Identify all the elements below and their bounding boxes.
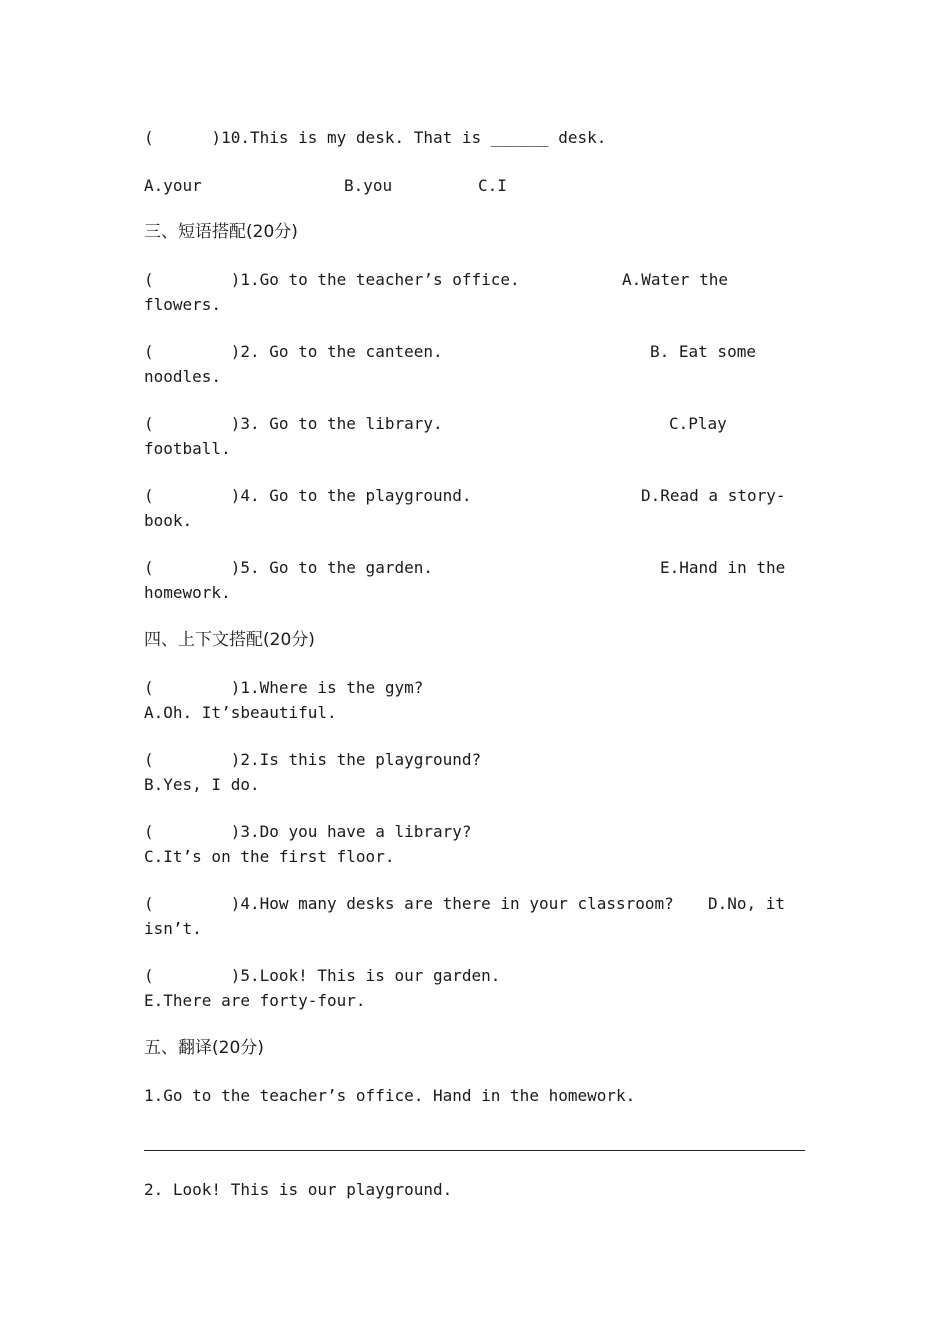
s3-item-4-wrap: book. — [144, 511, 193, 530]
s4-item-5-question: ( )5.Look! This is our garden. — [144, 966, 501, 985]
s5-item-1: 1.Go to the teacher’s office. Hand in the homework. — [144, 1086, 636, 1105]
s4-item-4-question: ( )4.How many desks are there in your classroom? — [144, 894, 674, 913]
q10-option-c: C.I — [478, 176, 507, 195]
s3-item-1-wrap: flowers. — [144, 295, 222, 314]
q10-option-a: A.your — [144, 176, 202, 195]
s4-item-5-answer: E.There are forty-four. — [144, 991, 366, 1010]
s4-item-2-answer: B.Yes, I do. — [144, 775, 260, 794]
s3-item-3-right: C.Play — [669, 414, 727, 433]
s5-item-2: 2. Look! This is our playground. — [144, 1180, 453, 1199]
s3-item-1-left: ( )1.Go to the teacher’s office. — [144, 270, 520, 289]
s4-item-3-question: ( )3.Do you have a library? — [144, 822, 472, 841]
q10-stem: ( )10.This is my desk. That is ______ desk. — [144, 128, 607, 147]
s3-item-2-right: B. Eat some — [650, 342, 756, 361]
s3-item-3-left: ( )3. Go to the library. — [144, 414, 443, 433]
s4-item-2-question: ( )2.Is this the playground? — [144, 750, 482, 769]
s3-item-1-right: A.Water the — [622, 270, 728, 289]
s3-item-5-right: E.Hand in the — [660, 558, 786, 577]
s3-item-5-left: ( )5. Go to the garden. — [144, 558, 433, 577]
s3-item-2-wrap: noodles. — [144, 367, 222, 386]
section5-heading: 五、翻译(20分) — [144, 1038, 264, 1058]
s4-item-4-question-right: D.No, it — [708, 894, 786, 913]
s3-item-5-wrap: homework. — [144, 583, 231, 602]
answer-line — [144, 1150, 805, 1151]
q10-option-b: B.you — [344, 176, 393, 195]
s4-item-3-answer: C.It’s on the first floor. — [144, 847, 395, 866]
s3-item-4-right: D.Read a story- — [641, 486, 786, 505]
section4-heading: 四、上下文搭配(20分) — [144, 630, 315, 650]
s3-item-4-left: ( )4. Go to the playground. — [144, 486, 472, 505]
s3-item-2-left: ( )2. Go to the canteen. — [144, 342, 443, 361]
section3-heading: 三、短语搭配(20分) — [144, 222, 298, 242]
s4-item-1-answer: A.Oh. It’sbeautiful. — [144, 703, 337, 722]
s3-item-3-wrap: football. — [144, 439, 231, 458]
s4-item-4-answer: isn’t. — [144, 919, 202, 938]
s4-item-1-question: ( )1.Where is the gym? — [144, 678, 424, 697]
